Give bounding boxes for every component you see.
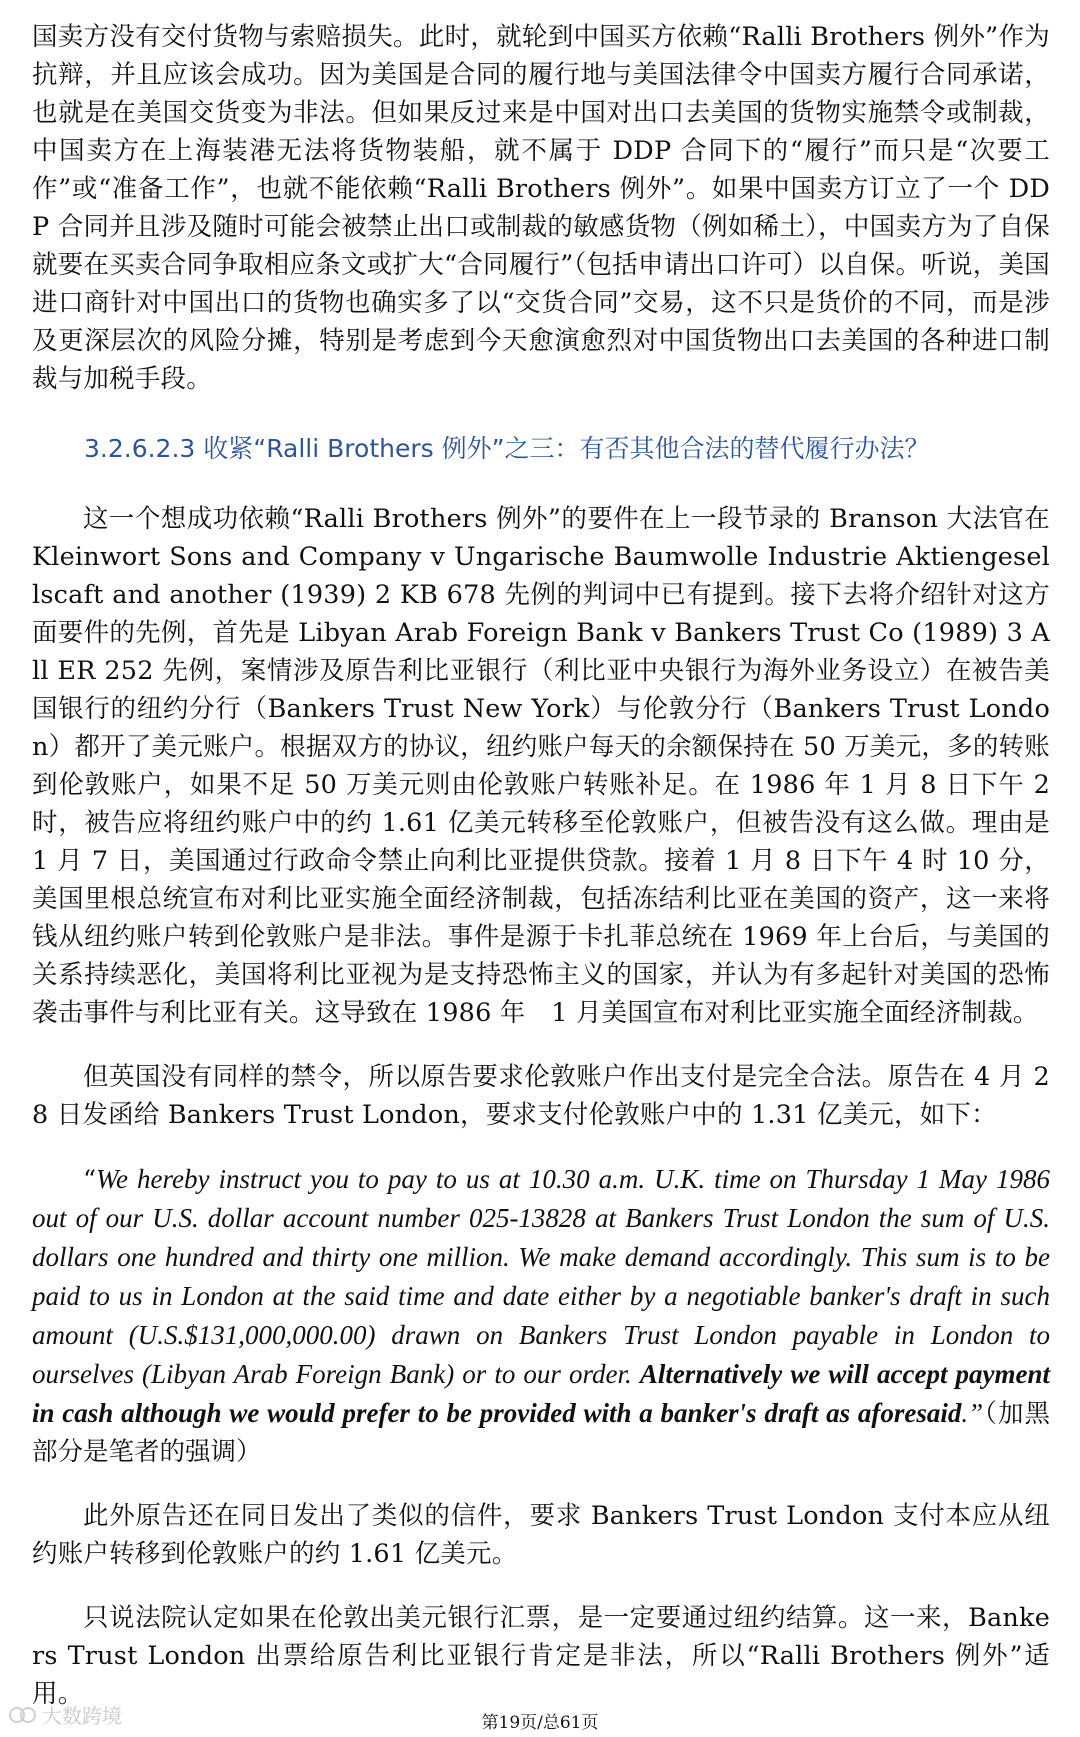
quote-bold-text: Alternatively we will accept payment in cash although we would prefer to be provided with a banker's draft as aforesaid [32, 1359, 1051, 1428]
quote-author-note: （加黑部分是笔者的强调） [32, 1399, 1050, 1467]
watermark-text: 大数跨境 [42, 1704, 122, 1728]
quote-open-mark: “ [83, 1165, 97, 1195]
document-body [32, 18, 1050, 1713]
page-number-footer: 第19页/总61页 [481, 1713, 599, 1733]
quote-italic-text: We hereby instruct you to pay to us at 10.30 a.m. U.K. time on Thursday 1 May 1986 out of our U.S. dollar account number 025-13828 at Bankers Trust London the sum of U.S. dollars one hundred and thirty one million. We make demand accordingly. This sum is to be paid to us in London at the said time and date either by a negotiable banker's draft in such amount (U.S.$131,000,000.00) drawn on Bankers Trust London payable in London to ourselves (Libyan Arab Foreign Bank) or to our order. [32, 1164, 1050, 1389]
quote-close-mark: .” [961, 1398, 984, 1428]
paragraph-2: 这一个想成功依赖“Ralli Brothers 例外”的要件在上一段节录的 Branson 大法官在 Kleinwort Sons and Company v Ungarische Baumwolle Industrie Aktiengesellscaft and another (1939) 2 KB 678 先例的判词中已有提到。接下去将介绍针对这方面要件的先例，首先是 Libyan Arab Foreign Bank v Bankers Trust Co (1989) 3 All ER 252 先例，案情涉及原告利比亚银行（利比亚中央银行为海外业务设立）在被告美国银行的纽约分行（Bankers Trust New York）与伦敦分行（Bankers Trust London）都开了美元账户。根据双方的协议，纽约账户每天的余额保持在 50 万美元，多的转账到伦敦账户，如果不足 50 万美元则由伦敦账户转账补足。在 1986 年 1 月 8 日下午 2 时，被告应将纽约账户中的约 1.61 亿美元转移至伦敦账户，但被告没有这么做。理由是 1 月 7 日，美国通过行政命令禁止向利比亚提供贷款。接着 1 月 8 日下午 4 时 10 分，美国里根总统宣布对利比亚实施全面经济制裁，包括冻结利比亚在美国的资产，这一来将钱从纽约账户转到伦敦账户是非法。事件是源于卡扎菲总统在 1969 年上台后，与美国的关系持续恶化，美国将利比亚视为是支持恐怖主义的国家，并认为有多起针对美国的恐怖袭击事件与利比亚有关。这导致在 1986 年 1 月美国宣布对利比亚实施全面经济制裁。 [32, 504, 1050, 1028]
quoted-letter [32, 1160, 1050, 1471]
paragraph-4: 此外原告还在同日发出了类似的信件，要求 Bankers Trust London 支付本应从纽约账户转移到伦敦账户的约 1.61 亿美元。 [32, 1501, 1050, 1569]
paragraph-5: 只说法院认定如果在伦敦出美元银行汇票，是一定要通过纽约结算。这一来，Bankers Trust London 出票给原告利比亚银行肯定是非法，所以“Ralli Brothers 例外”适用。 [32, 1603, 1050, 1709]
paragraph-3: 但英国没有同样的禁令，所以原告要求伦敦账户作出支付是完全合法。原告在 4 月 28 日发函给 Bankers Trust London，要求支付伦敦账户中的 1.31 亿美元，如下： [32, 1062, 1050, 1130]
section-heading: 3.2.6.2.3 收紧“Ralli Brothers 例外”之三：有否其他合法的替代履行办法？ [84, 434, 930, 463]
paragraph-1: 国卖方没有交付货物与索赔损失。此时，就轮到中国买方依赖“Ralli Brothers 例外”作为抗辩，并且应该会成功。因为美国是合同的履行地与美国法律令中国卖方履行合同承诺，也就是在美国交货变为非法。但如果反过来是中国对出口去美国的货物实施禁令或制裁，中国卖方在上海装港无法将货物装船，就不属于 DDP 合同下的“履行”而只是“次要工作”或“准备工作”，也就不能依赖“Ralli Brothers 例外”。如果中国卖方订立了一个 DDP 合同并且涉及随时可能会被禁止出口或制裁的敏感货物（例如稀土），中国卖方为了自保就要在买卖合同争取相应条文或扩大“合同履行”（包括申请出口许可）以自保。听说，美国进口商针对中国出口的货物也确实多了以“交货合同”交易，这不只是货价的不同，而是涉及更深层次的风险分摊，特别是考虑到今天愈演愈烈对中国货物出口去美国的各种进口制裁与加税手段。 [32, 22, 1050, 394]
